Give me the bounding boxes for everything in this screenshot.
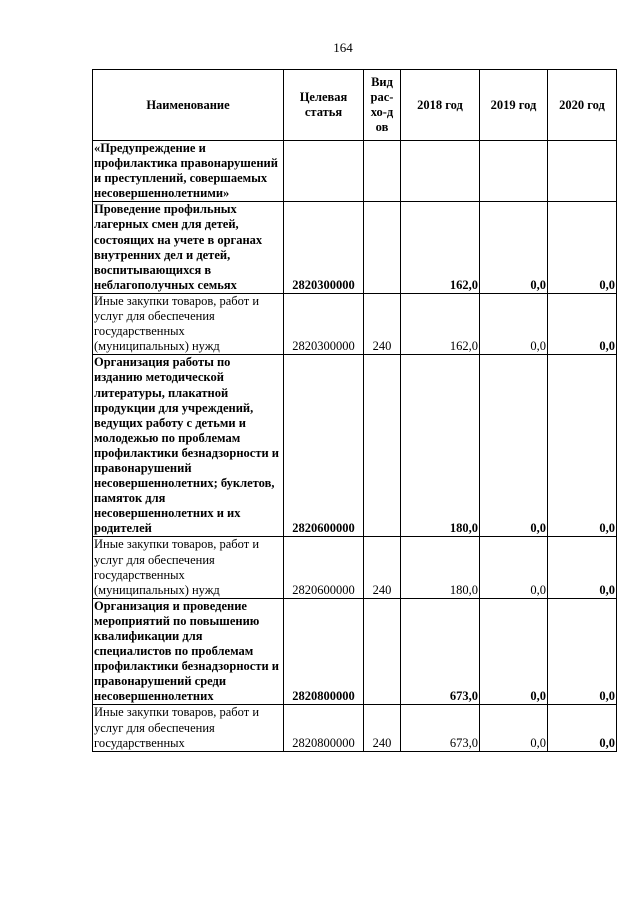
row-type-cell: 240 [364,537,401,598]
row-2020-cell: 0,0 [548,598,617,705]
row-type-cell [364,141,401,202]
table-row [93,202,617,294]
row-2020-cell: 0,0 [548,202,617,294]
row-2020-cell: 0,0 [548,537,617,598]
table-row [93,293,617,354]
row-2018-cell: 162,0 [401,202,480,294]
row-2018-cell: 673,0 [401,598,480,705]
header-code: Целевая статья [284,70,364,141]
row-code-cell: 2820300000 [284,293,364,354]
row-type-cell: 240 [364,293,401,354]
budget-table [92,69,617,752]
row-code-cell: 2820800000 [284,705,364,751]
row-type-cell [364,202,401,294]
row-2019-cell [480,141,548,202]
row-2018-cell: 180,0 [401,355,480,537]
row-2018-cell [401,141,480,202]
header-2020: 2020 год [548,70,617,141]
row-2020-cell: 0,0 [548,355,617,537]
row-code-cell: 2820300000 [284,202,364,294]
header-2018: 2018 год [401,70,480,141]
row-2020-cell: 0,0 [548,705,617,751]
row-2019-cell: 0,0 [480,537,548,598]
row-code-cell: 2820600000 [284,355,364,537]
row-2020-cell [548,141,617,202]
row-2018-cell: 673,0 [401,705,480,751]
row-2019-cell: 0,0 [480,202,548,294]
row-name-cell: Организация работы по изданию методической литературы, плакатной продукции для учреждений, ведущих работу с детьми и молодежью по проблемам профилактики безнадзорности и правонарушений несовершеннолетних; буклетов, памяток для несовершеннолетних и их родителей [93,355,284,537]
row-name-cell: Иные закупки товаров, работ и услуг для обеспечения государственных (муниципальных) нужд [93,293,284,354]
table-row [93,705,617,751]
header-name: Наименование [93,70,284,141]
row-2019-cell: 0,0 [480,705,548,751]
page-number: 164 [333,40,353,55]
row-type-cell [364,598,401,705]
row-name-cell: Организация и проведение мероприятий по повышению квалификации для специалистов по проблемам профилактики безнадзорности и правонарушений среди несовершеннолетних [93,598,284,705]
table-row [93,355,617,537]
row-2018-cell: 180,0 [401,537,480,598]
row-2020-cell: 0,0 [548,293,617,354]
header-type: Вид рас-хо-дов [364,70,401,141]
row-2018-cell: 162,0 [401,293,480,354]
row-type-cell [364,355,401,537]
row-2019-cell: 0,0 [480,598,548,705]
table-row [93,598,617,705]
table-row [93,141,617,202]
table-body [93,141,617,752]
row-2019-cell: 0,0 [480,293,548,354]
row-name-cell: Иные закупки товаров, работ и услуг для обеспечения государственных [93,705,284,751]
row-2019-cell: 0,0 [480,355,548,537]
table-row [93,537,617,598]
row-name-cell: Проведение профильных лагерных смен для детей, состоящих на учете в органах внутренних дел и детей, воспитывающихся в неблагополучных семьях [93,202,284,294]
table-header-row [93,70,617,141]
row-type-cell: 240 [364,705,401,751]
row-code-cell: 2820600000 [284,537,364,598]
row-code-cell: 2820800000 [284,598,364,705]
header-2019: 2019 год [480,70,548,141]
row-name-cell: «Предупреждение и профилактика правонарушений и преступлений, совершаемых несовершеннолетними» [93,141,284,202]
row-name-cell: Иные закупки товаров, работ и услуг для обеспечения государственных (муниципальных) нужд [93,537,284,598]
row-code-cell [284,141,364,202]
